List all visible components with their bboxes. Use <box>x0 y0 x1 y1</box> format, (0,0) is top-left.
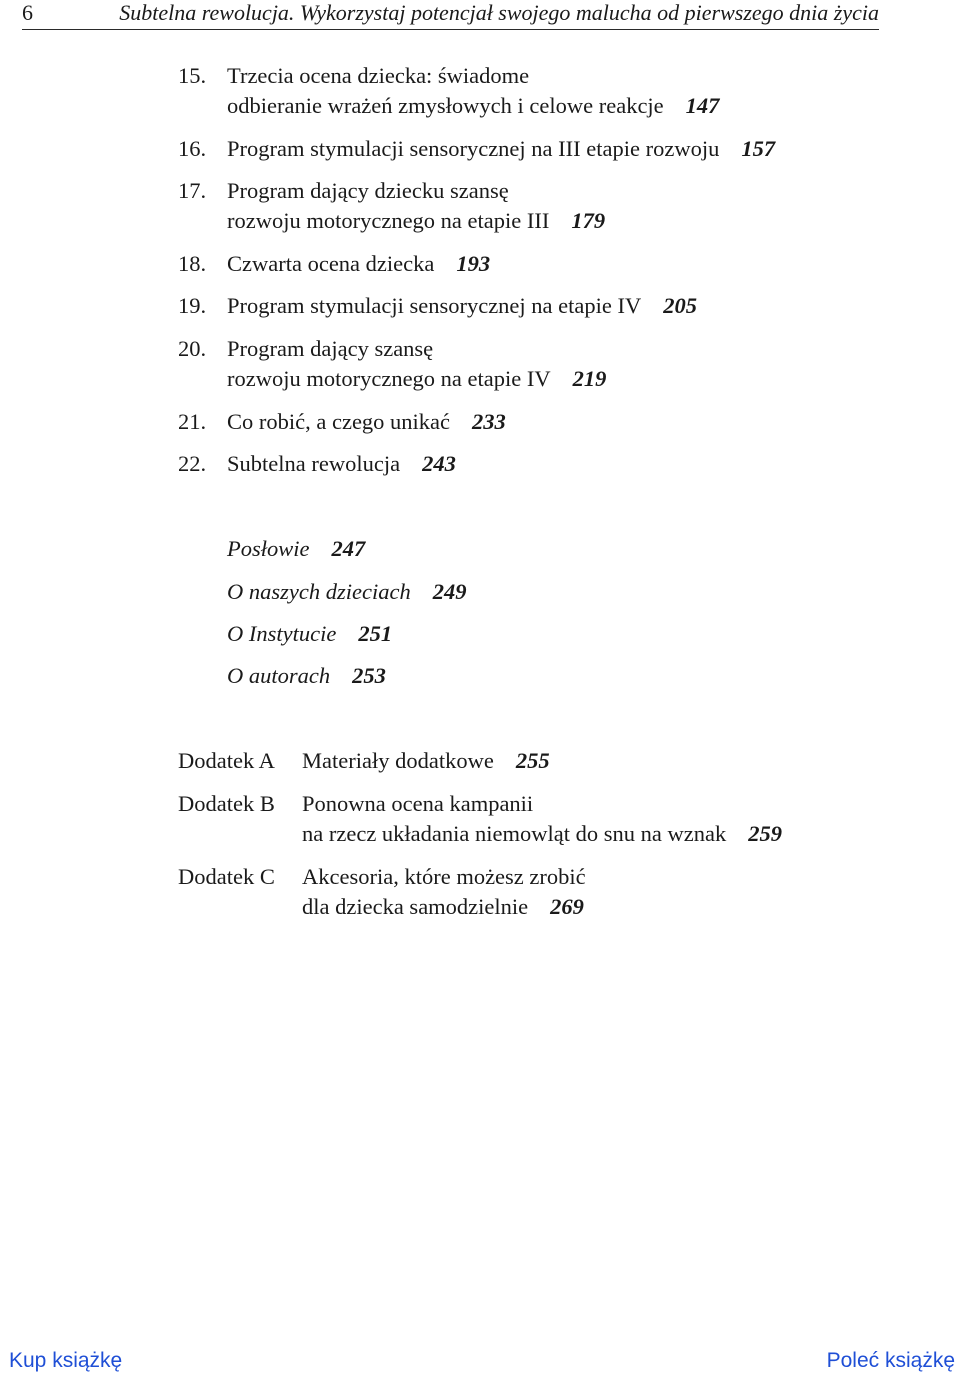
chapter-title: Program dający szansę rozwoju motorycznego na etapie IV 219 <box>227 336 607 391</box>
chapter-title: Program dający dziecku szansę rozwoju motorycznego na etapie III 179 <box>227 178 606 233</box>
page-ref: 179 <box>571 208 606 233</box>
page-ref: 205 <box>663 293 697 318</box>
page-ref: 247 <box>331 536 366 561</box>
appendix-title: Ponowna ocena kampanii na rzecz układania niemowląt do snu na wznak 259 <box>302 791 782 846</box>
page-ref: 251 <box>358 621 393 646</box>
page-ref: 157 <box>741 136 776 161</box>
page-ref: 269 <box>550 894 584 919</box>
page-ref: 259 <box>748 821 782 846</box>
chapter-number: 15. <box>178 63 207 88</box>
page-header <box>22 0 879 30</box>
chapter-number: 18. <box>178 251 207 276</box>
page-ref: 219 <box>572 366 607 391</box>
chapter-number: 19. <box>178 293 207 318</box>
chapter-title: Program stymulacji sensorycznej na III etapie rozwoju 157 <box>227 136 776 161</box>
appendix-title: Materiały dodatkowe 255 <box>302 748 550 773</box>
appendix-label: Dodatek C <box>178 864 275 889</box>
running-title: Subtelna rewolucja. Wykorzystaj potencjał swojego malucha od pierwszego dnia życia <box>119 0 879 25</box>
page-ref: 233 <box>472 409 506 434</box>
chapter-number: 16. <box>178 136 207 161</box>
chapter-number: 17. <box>178 178 207 203</box>
chapter-title: Czwarta ocena dziecka 193 <box>227 251 491 276</box>
buy-book-link[interactable]: Kup książkę <box>9 1349 123 1372</box>
chapter-title: Trzecia ocena dziecka: świadome odbieranie wrażeń zmysłowych i celowe reakcje 147 <box>227 63 720 118</box>
appendix-label: Dodatek B <box>178 791 275 816</box>
back-matter-title: Posłowie 247 <box>227 536 366 561</box>
back-matter-title: O autorach 253 <box>227 663 386 688</box>
page-ref: 193 <box>456 251 491 276</box>
chapter-number: 21. <box>178 409 207 434</box>
page-ref: 255 <box>515 748 550 773</box>
chapter-title: Program stymulacji sensorycznej na etapie IV 205 <box>227 293 697 318</box>
page-number: 6 <box>22 0 33 25</box>
chapter-title: Co robić, a czego unikać 233 <box>227 409 506 434</box>
page-ref: 249 <box>432 579 467 604</box>
chapter-title: Subtelna rewolucja 243 <box>227 451 456 476</box>
chapter-number: 20. <box>178 336 207 361</box>
appendix-title: Akcesoria, które możesz zrobić dla dziecka samodzielnie 269 <box>302 864 586 919</box>
recommend-book-link[interactable]: Poleć książkę <box>826 1349 955 1372</box>
page-ref: 253 <box>352 663 386 688</box>
back-matter-title: O naszych dzieciach 249 <box>227 579 467 604</box>
page-ref: 147 <box>685 93 720 118</box>
page-ref: 243 <box>422 451 456 476</box>
appendix-label: Dodatek A <box>178 748 275 773</box>
back-matter-title: O Instytucie 251 <box>227 621 393 646</box>
chapter-number: 22. <box>178 451 207 476</box>
